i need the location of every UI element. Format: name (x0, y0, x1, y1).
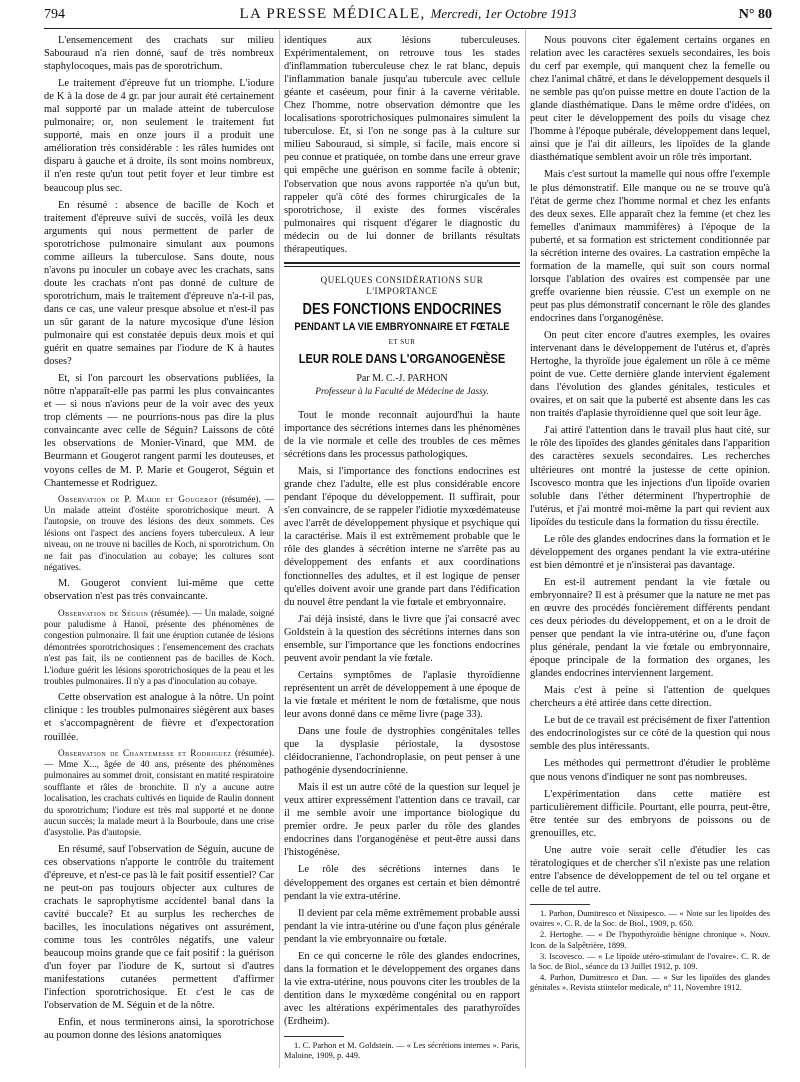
page-header (44, 4, 772, 29)
paragraph: Une autre voie serait celle d'étudier les cas tératologiques et de chercher s'il n'existe pas une relation entre l'absence de développement de tel ou tel organe et celle de tel autre. (530, 844, 770, 895)
paragraph: identiques aux lésions tuberculeuses. Expérimentalement, on retrouve tous les stades d'inflammation tuberculeuse chez le rat blanc, depuis l'inflammation banale jusqu'au tubercule avec cellule géante et caséeum, pour finir à la caverne véritable. Chez l'homme, notre observation démontre que les localisations sporotrichosiques pulmonaires simulent la tuberculose. Et, si l'on ne songe pas à la culture sur milieu Sabouraud, si simple, si facile, mais encore si peu connue et pratiquée, on tombe dans une erreur grave qui empêche une guérison en somme facile à obtenir; l'observation que nous avons rapportée n'a qu'un but, rappeler qu'à côté des formes chirurgicales de la sporotrichose, il existe des formes viscérales pulmonaires qui risquent d'égarer le diagnostic du médecin ou de lui donner de brillants résultats thérapeutiques. (284, 35, 520, 255)
footnote: 4. Parhon, Dumitresco et Dan. — « Sur les lipoïdes des glandes génitales ». Revista stiintelor medicale, n° 11, Novembre 1912. (530, 973, 770, 993)
paragraph: Le traitement d'épreuve fut un triomphe. L'iodure de K à la dose de 4 gr. par jour aurait été certainement mal supporté par un malade atteint de tuberculose pulmonaire; or, non seulement le traitement fut supporté, mais en onze jours il a produit une amélioration très considérable : les râles humides ont disparu à gauche et à droite, ils sont moins nombreux, il n'en reste qu'un tout petit foyer et leur timbre est beaucoup plus sec. (44, 78, 274, 194)
observation-text: (résumée). — Un malade atteint d'ostéite sporotrichosique meurt. A l'autopsie, on trouve des lésions des deux sommets. Ces lésions ont l'aspect des anciens foyers tuberculeux. A leur niveau, on ne trouve ni bacilles de Koch, ni sporotrichum. On ne fait pas d'inoculation au cobaye; les cultures sont négatives. (44, 493, 274, 573)
paragraph: Mais, si l'importance des fonctions endocrines est grande chez l'adulte, elle est plus considérable encore pendant l'époque du développement. Il suffirait, pour s'en convaincre, de se rappeler l'idiotie myxœdémateuse avec l'arrêt de développement physique et psychique qui la caractérise. Mais il est extrêmement probable que le rôle des glandes à sécrétion interne ne s'arrête pas au développement des enfants et aux coordinations fonctionnelles des adultes, et il est logique de penser qu'elles doivent avoir une grande part dans l'édification du nouvel être pendant la vie fœtale et embryonnaire. (284, 466, 520, 608)
paragraph: Mais c'est à peine si l'attention de quelques chercheurs a été attirée dans cette direction. (530, 685, 770, 710)
paragraph: M. Gougerot convient lui-même que cette observation n'est pas très convaincante. (44, 578, 274, 603)
journal-name: LA PRESSE MÉDICALE, (239, 6, 426, 22)
paragraph: Enfin, et nous terminerons ainsi, la sporotrichose au poumon donne des lésions anatomiques (44, 1017, 274, 1042)
column-divider (525, 30, 526, 1068)
article-title: DES FONCTIONS ENDOCRINES (302, 300, 502, 318)
article-kicker: QUELQUES CONSIDÉRATIONS SUR L'IMPORTANCE (320, 274, 484, 296)
paragraph: En résumé, sauf l'observation de Séguin, aucune de ces observations n'apporte le contrôle du traitement d'épreuve, et n'est-ce pas là le fait positif essentiel? Car ne peut-on pas toujours objecter aux cultures de crachats le saprophytisme accidentel banal dans la cavité buccale? Et au surplus les recherches de bacilles, les inoculations négatives ont assurément, comme tous les contrôles négatifs, une valeur beaucoup moins grande que ce fait positif : la guérison d'un foyer par l'iodure de K, surtout si d'autres manifestations cutanées permettent d'affirmer l'infection sporotrichosique. Et c'est le cas de l'observation de M. Séguin et de la nôtre. (44, 843, 274, 1012)
paragraph: J'ai déjà insisté, dans le livre que j'ai consacré avec Goldstein à la question des sécrétions internes dans son ensemble, sur l'importance que les fonctions endocrines peuvent avoir pendant la vie fœtale. (284, 613, 520, 664)
observation-heading: Observation de Chantemesse et Rodriguez (58, 747, 232, 758)
observation-summary (44, 748, 274, 839)
article-subtitle: PENDANT LA VIE EMBRYONNAIRE ET FŒTALE (294, 320, 510, 333)
article-separator (284, 262, 520, 267)
paragraph: L'expérimentation dans cette matière est particulièrement difficile. Pourtant, elle pourra, peut-être, être tentée sur des embryons de poissons ou de grenouilles, etc. (530, 788, 770, 839)
paragraph: En est-il autrement pendant la vie fœtale ou embryonnaire? Il est à présumer que la nature ne met pas en œuvre des procédés foncièrement différents pendant ces deux périodes du développement, et on a le droit de penser que pendant la vie intra-utérine ou, d'une façon plus générale, pendant la vie fœtale ou embryonnaire, époque principale de la formation des organes, les glandes endocrines interviennent largement. (530, 576, 770, 680)
paragraph: Le but de ce travail est précisément de fixer l'attention des endocrinologistes sur ce côté de la question qui nous semble des plus intéressants. (530, 715, 770, 753)
footnote: 3. Iscovesco. — « Le lipoïde utéro-stimulant de l'ovaire». C. R. de la Soc. de Biol., séance du 13 Juillet 1912, p. 109. (530, 951, 770, 971)
paragraph: Les méthodes qui permettront d'étudier le problème que nous venons d'indiquer ne sont pas nombreuses. (530, 758, 770, 783)
column-2 (284, 34, 520, 1072)
paragraph: L'ensemencement des crachats sur milieu Sabouraud n'a rien donné, sauf de très nombreux staphylocoques, mais pas de sporotrichum. (44, 35, 274, 73)
footnote: 2. Hertoghe. — « De l'hypothyroïdie bénigne chronique ». Nouv. Icon. de la Salpêtrière, 1899. (530, 930, 770, 950)
observation-heading: Observation de Séguin (58, 607, 149, 618)
paragraph: Et, si l'on parcourt les observations publiées, la nôtre n'apparaît-elle pas parmi les plus convaincantes et — si nous n'avions peur de la voir avec des yeux trop cléments — ne pourrions-nous pas dire la plus convaincante avec celle de Séguin? Laissons de côté les observations de Monier-Vinard, que MM. de Beurmann et Gougerot rangent parmi les douteuses, et voyons celles de M. P. Marie et Gougerot, Séguin et Chantemesse et Rodriguez. (44, 373, 274, 489)
article-author: Par M. C.-J. PARHON (356, 372, 448, 384)
journal-masthead (44, 6, 772, 23)
paragraph: Certains symptômes de l'aplasie thyroïdienne représentent un arrêt de développement à une époque de la vie fœtale et méritent le nom de fœtalisme, que nous leur avons donné dans ce même livre (page 33). (284, 669, 520, 720)
page-number: 794 (44, 7, 65, 22)
footnote-rule (530, 904, 590, 905)
footnote: 1. Parhon, Dumitresco et Nissipesco. — « Note sur les lipoïdes des ovaires ». C. R. de la Soc. de Biol., 1909, p. 650. (530, 908, 770, 929)
observation-summary (44, 608, 274, 688)
article-title-2: LEUR ROLE DANS L'ORGANOGENÈSE (298, 350, 506, 366)
paragraph: J'ai attiré l'attention dans le travail plus haut cité, sur le rôle des lipoïdes des glandes génitales dans l'apparition des caractères sexuels secondaires. Les recherches ultérieures ont montré la justesse de cette opinion. Iscovesco montra que les injections d'un lipoïde ovarien soluble dans l'éther déterminent l'hypertrophie de l'utérus, et j'ai montré moi-même la part qui revient aux lipoïdes du testicule dans la formation du tissu érectile. (530, 425, 770, 528)
observation-text: (résumée). — Mme X..., âgée de 40 ans, présente des phénomènes pulmonaires au sommet droit, consistant en matité respiratoire soufflante et râles de bronchite. Il n'y a aucune autre localisation, les crachats cultivés en liquide de Raulin donnent du sporotrichum; l'iodure est très mal supporté et ne donne aucun succès; la malade meurt à la Bourboule, dans une crise d'asystolie. Pas d'autopsie. (44, 747, 274, 838)
paragraph: Mais c'est surtout la mamelle qui nous offre l'exemple le plus démonstratif. Elle manque ou ne se trouve qu'à l'état de germe chez l'homme normal et chez les enfants des deux sexes. Elle apparaît chez la femme (et chez les femelles d'animaux mammifères) à l'époque de la puberté, et sa formation est strictement conditionnée par la sécrétion interne des ovaires. La castration empêche la formation de la mamelle, qui suit son cours normal lorsque l'ablation des ovaires est compensée par une greffe ovarienne bien réussie. C'est un exemple on ne peut pas plus démonstratif concernant le rôle des glandes endocrines dans l'organogénèse. (530, 169, 770, 324)
paragraph: On peut citer encore d'autres exemples, les ovaires intervenant dans le développement de l'utérus et, d'après Hertoghe, la thyroïde joue également un rôle à ce même point de vue. Cette dernière glande intervient également dans l'évolution des glandes génitales, testicules et ovaires, et on sait que la puberté est absente dans les cas non traités d'aplasie thyroïdienne quel que soit leur âge. (530, 330, 770, 420)
footnote-rule (284, 1036, 344, 1037)
paragraph: Mais il est un autre côté de la question sur lequel je veux attirer expressément l'attention dans ce travail, car il me semble avoir une importance biologique du premier ordre. Je peux parler du rôle des glandes endocrines dans l'organogénèse et peut-être aussi dans l'histogénèse. (284, 782, 520, 859)
column-3 (530, 34, 770, 1072)
footnote: 1. C. Parhon et M. Goldstein. — « Les sécrétions internes ». Paris, Maloine, 1909, p. 449. (284, 1041, 520, 1061)
paragraph: Dans une foule de dystrophies congénitales telles que la dysplasie périostale, la dysostose cléidocranienne, l'achondroplasie, on peut penser à une pathogénie dysendocrinienne. (284, 726, 520, 777)
paragraph: Nous pouvons citer également certains organes en relation avec les caractères sexuels secondaires, les bois du cerf par exemple, qui manquent chez la femelle ou chez l'animal châtré, et dans le développement desquels il ne semble pas qu'on puisse mettre en doute l'action de la glande diasthématique. Dans le même ordre d'idées, on peut citer le développement des poils du visage chez l'homme à l'époque pubérale, développement dans lequel, ainsi que je l'ai dit ailleurs, les lipoïdes de la glande diasthématique semblent avoir un rôle très important. (530, 35, 770, 164)
author-affiliation: Professeur à la Faculté de Médecine de Jassy. (315, 386, 489, 397)
paragraph: Tout le monde reconnaît aujourd'hui la haute importance des sécrétions internes dans les phénomènes de la vie normale et celle des troubles de ces mêmes sécrétions dans les processus pathologiques. (284, 409, 520, 461)
paragraph: Le rôle des sécrétions internes dans le développement des organes est certain et bien démontré pendant la vie extra-utérine. (284, 864, 520, 902)
observation-text: (résumée). — Un malade, soigné pour paludisme à Hanoï, présente des phénomènes de congestion pulmonaire. Il fait une éruption cutanée de lésions démontrées sporotrichosiques : l'ensemencement des crachats n'est pas fait, ils ne contiennent pas de bacilles de Koch. L'iodure guérit les lésions sporotrichosiques de la peau et les troubles pulmonaires. Il n'y a pas d'inoculation au cobaye. (44, 607, 274, 686)
column-1 (44, 34, 274, 1072)
article-conjunction: ET SUR (388, 337, 416, 346)
observation-heading: Observation de P. Marie et Gougerot (58, 493, 218, 504)
paragraph: Le rôle des glandes endocrines dans la formation et le développement des organes pendant la vie extra-utérine est bien démontré et je n'insisterai pas davantage. (530, 533, 770, 571)
paragraph: Il devient par cela même extrêmement probable aussi pendant la vie intra-utérine ou d'une façon plus générale pendant la vie embryonnaire ou fœtale. (284, 907, 520, 945)
observation-summary (44, 494, 274, 574)
issue-date: Mercredi, 1er Octobre 1913 (430, 6, 577, 21)
paragraph: En résumé : absence de bacille de Koch et traitement d'épreuve suivi de succès, voilà les deux arguments qui nous permettent de parler de sporotrichose pulmonaire simulant aux poumons comme ailleurs la tuberculose. Sans doute, nous n'avons pu inoculer un cobaye avec les crachats, sans doute les crachats n'ont pas donné de culture de sporotrichum, mais le traitement d'épreuve n'a-t-il pas, dans ce cas, une valeur presque absolue et n'est-il pas un sûr garant de la nature mycosique d'une lésion pulmonaire qui est constatée depuis deux mois et qui guérit en quatre semaines par l'iodure de K à hautes doses? (44, 199, 274, 368)
issue-number: N° 80 (738, 7, 772, 22)
paragraph: Cette observation est analogue à la nôtre. Un point clinique : les troubles pulmonaires siègèrent aux bases et s'accompagnèrent de fièvre et d'expectoration rouillée. (44, 692, 274, 743)
column-divider (279, 30, 280, 1068)
paragraph: En ce qui concerne le rôle des glandes endocrines, dans la formation et le développement des organes dans la vie extra-utérine, nous pouvons citer les troubles de la dentition dans le myxœdème congénital ou en rapport avec les altérations expérimentales des parathyroïdes (Erdheim). (284, 950, 520, 1027)
